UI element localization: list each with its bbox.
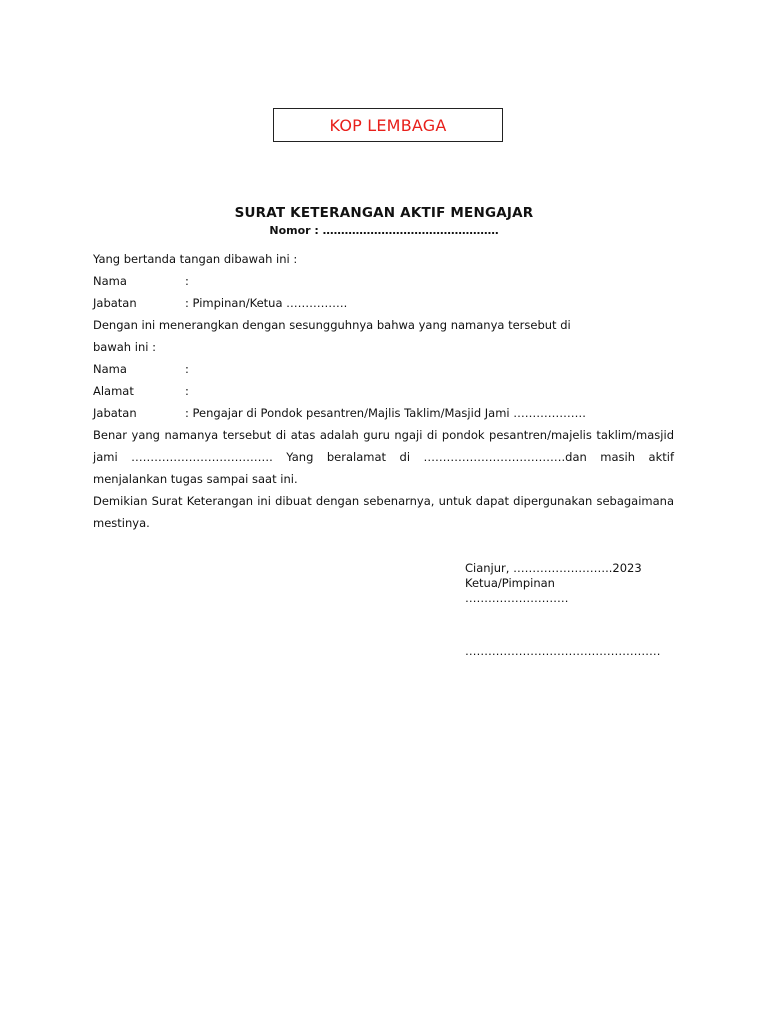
subject-address-value: : xyxy=(185,384,189,398)
kop-lembaga-box xyxy=(273,108,503,142)
kop-lembaga-text: KOP LEMBAGA xyxy=(329,115,447,135)
subject-position-label: Jabatan xyxy=(93,406,137,420)
signature-institution: ……………………… xyxy=(465,591,569,605)
subject-name-row xyxy=(93,358,674,380)
signer-name-value: : xyxy=(185,274,189,288)
signer-name-label: Nama xyxy=(93,274,127,288)
statement-text: Dengan ini menerangkan dengan sesungguhnya bahwa yang namanya tersebut di bawah ini : xyxy=(93,318,571,354)
paragraph-confirmation: Benar yang namanya tersebut di atas adalah guru ngaji di pondok pesantren/majelis taklim/masjid jami ………………………………. Yang beralamat di ……………………………….dan masih aktif menjalankan tugas sampai saat ini. xyxy=(93,428,674,486)
document-title: SURAT KETERANGAN AKTIF MENGAJAR xyxy=(234,205,534,221)
letter-body xyxy=(93,248,674,534)
signer-position-row xyxy=(93,292,674,314)
signer-name-row xyxy=(93,270,674,292)
signature-place-date: Cianjur, ……………………..2023 xyxy=(465,561,642,575)
subject-name-value: : xyxy=(185,362,189,376)
subject-address-row xyxy=(93,380,674,402)
subject-position-value: : Pengajar di Pondok pesantren/Majlis Taklim/Masjid Jami ………………. xyxy=(185,406,586,420)
signature-block xyxy=(465,561,661,659)
subject-name-label: Nama xyxy=(93,362,127,376)
document-number: Nomor : ………………………………………… xyxy=(269,224,499,237)
signer-position-value: : Pimpinan/Ketua ……………. xyxy=(185,296,348,310)
signer-position-label: Jabatan xyxy=(93,296,137,310)
signature-role: Ketua/Pimpinan xyxy=(465,576,555,590)
signature-name-line: …………………………………………… xyxy=(465,644,661,658)
intro-line: Yang bertanda tangan dibawah ini : xyxy=(93,252,298,266)
paragraph-closing: Demikian Surat Keterangan ini dibuat dengan sebenarnya, untuk dapat dipergunakan sebagaimana mestinya. xyxy=(93,494,674,530)
subject-position-row xyxy=(93,402,674,424)
subject-address-label: Alamat xyxy=(93,384,134,398)
